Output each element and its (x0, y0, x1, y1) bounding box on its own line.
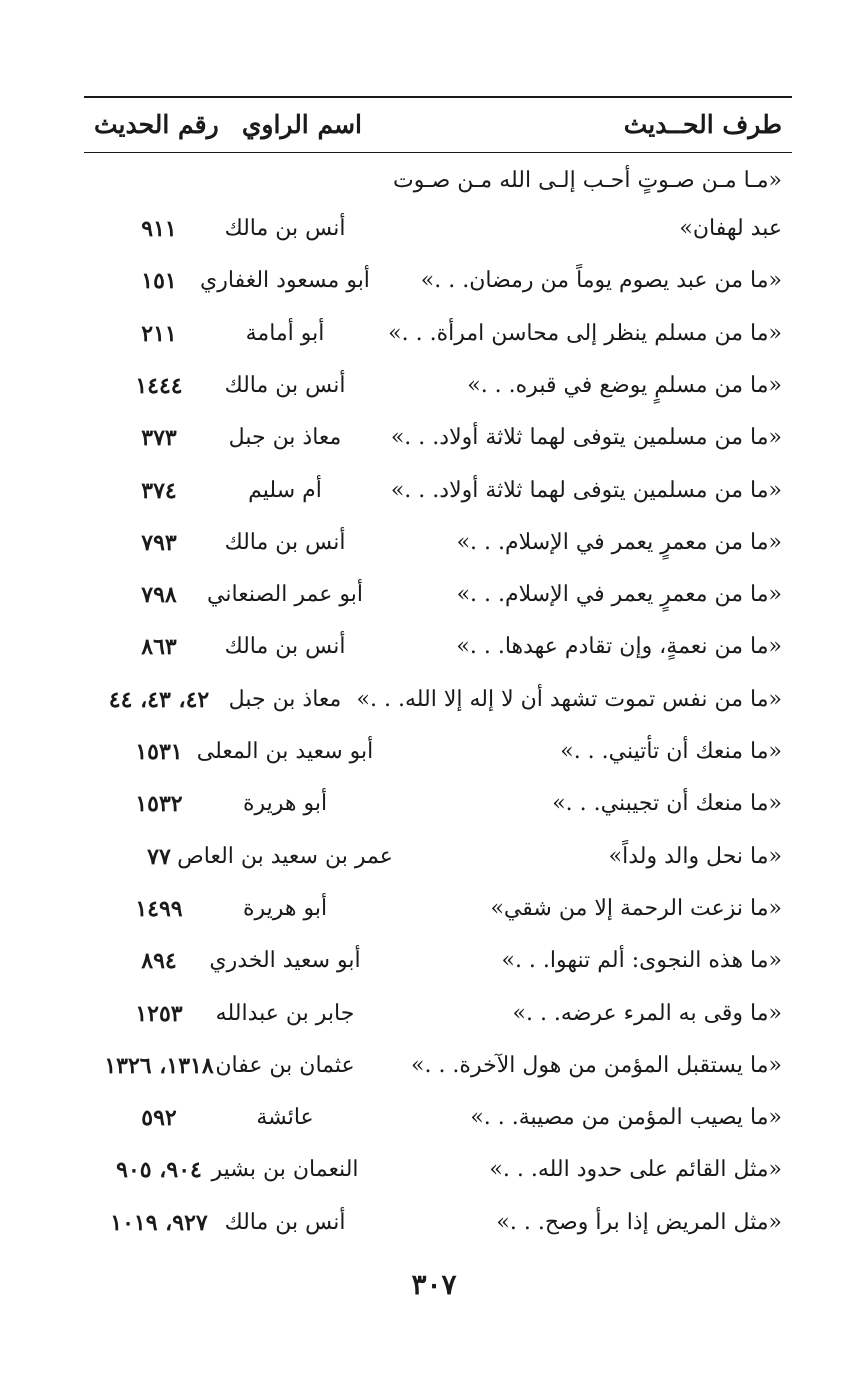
hadith-text: «ما يستقبل المؤمن من هول الآخرة. . .» (411, 1052, 782, 1078)
narrator-name: عائشة (256, 1105, 314, 1131)
hadith-number: ٣٧٤ (141, 477, 177, 504)
page-number: ٣٠٧ (411, 1268, 457, 1301)
hadith-text: «ما يصيب المؤمن من مصيبة. . .» (470, 1105, 782, 1131)
table-row (84, 892, 792, 932)
hadith-number: ٥٩٢ (141, 1105, 177, 1132)
table-row (84, 264, 792, 304)
hadith-number: ٢١١ (141, 320, 177, 347)
hadith-text: «ما نحل والد ولداً» (608, 843, 782, 869)
table-row (84, 526, 792, 566)
narrator-name: أبو سعيد الخدري (209, 948, 361, 974)
narrator-name: جابر بن عبدالله (215, 1000, 355, 1026)
narrator-name: أبو هريرة (242, 791, 328, 817)
table-row (84, 474, 792, 514)
hadith-number: ٧٧ (147, 843, 171, 870)
hadith-text: «ما منعك أن تأتيني. . .» (560, 739, 782, 764)
hadith-text: «ما من مسلمين يتوفى لهما ثلاثة أولاد. . .» (390, 477, 782, 503)
hadith-number: ٤٢، ٤٣، ٤٤ (108, 686, 210, 713)
narrator-name: أبو هريرة (242, 895, 328, 921)
table-row (84, 787, 792, 827)
column-header-number: رقم الحديث (94, 110, 219, 139)
hadith-text: «ما هذه النجوى: ألم تنهوا. . .» (501, 948, 782, 974)
column-header-narrator: اسم الراوي (241, 110, 362, 139)
table-header (84, 100, 792, 150)
hadith-text: عبد لهفان» (679, 216, 782, 241)
hadith-continuation-line (84, 164, 792, 204)
table-row (84, 1153, 792, 1193)
table-row (84, 1206, 792, 1246)
hadith-text: «ما من معمرٍ يعمر في الإسلام. . .» (456, 529, 782, 555)
narrator-name: معاذ بن جبل (228, 686, 342, 712)
hadith-number: ٧٩٣ (141, 529, 177, 556)
hadith-text: «ما من مسلمٍ يوضع في قبره. . .» (467, 372, 782, 398)
hadith-number: ١٥٣٢ (135, 791, 183, 818)
hadith-text: «ما من نعمةٍ، وإن تقادم عهدها. . .» (456, 634, 782, 660)
table-row (84, 1101, 792, 1141)
hadith-number: ٩٠٤، ٩٠٥ (116, 1157, 202, 1184)
hadith-text: «ما وقى به المرء عرضه. . .» (512, 1000, 782, 1026)
hadith-number: ٨٦٣ (141, 634, 177, 661)
hadith-text: «ما نزعت الرحمة إلا من شقي» (490, 895, 782, 921)
hadith-number: ٨٩٤ (141, 948, 177, 975)
table-row (84, 317, 792, 357)
table-row (84, 212, 792, 252)
hadith-number: ٣٧٣ (141, 425, 177, 452)
hadith-text: «مثل القائم على حدود الله. . .» (489, 1157, 782, 1183)
hadith-text: «مـا مـن صـوتٍ أحـب إلـى الله مـن صـوت (393, 168, 782, 193)
hadith-text: «ما من مسلم ينظر إلى محاسن امرأة. . .» (388, 320, 782, 346)
narrator-name: أنس بن مالك (224, 1209, 346, 1235)
narrator-name: النعمان بن بشير (211, 1157, 359, 1183)
hadith-number: ١٤٩٩ (135, 895, 183, 922)
hadith-number: ٧٩٨ (141, 582, 177, 609)
hadith-number: ٩١١ (141, 216, 177, 242)
table-row (84, 1049, 792, 1089)
table-row (84, 683, 792, 723)
narrator-name: عثمان بن عفان (215, 1052, 355, 1078)
narrator-name: أنس بن مالك (224, 529, 346, 555)
narrator-name: أبو مسعود الغفاري (200, 268, 370, 294)
hadith-number: ١٢٥٣ (135, 1000, 183, 1027)
table-row (84, 735, 792, 775)
table-row (84, 997, 792, 1037)
header-top-rule (84, 96, 792, 98)
table-row (84, 369, 792, 409)
narrator-name: معاذ بن جبل (228, 425, 342, 451)
narrator-name: أنس بن مالك (224, 634, 346, 660)
hadith-text: «ما من مسلمين يتوفى لهما ثلاثة أولاد. . .» (390, 425, 782, 451)
hadith-number: ١٥١ (141, 268, 177, 295)
hadith-text: «ما من نفس تموت تشهد أن لا إله إلا الله. . .» (356, 686, 782, 712)
hadith-number: ١٥٣١ (135, 739, 183, 765)
narrator-name: أبو سعيد بن المعلى (196, 739, 374, 764)
table-row (84, 421, 792, 461)
table-row (84, 840, 792, 880)
narrator-name: أبو أمامة (245, 320, 325, 346)
hadith-text: «ما منعك أن تجيبني. . .» (552, 791, 782, 817)
hadith-text: «مثل المريض إذا برأ وصح. . .» (496, 1209, 782, 1235)
hadith-number: ٩٢٧، ١٠١٩ (110, 1209, 208, 1236)
table-row (84, 630, 792, 670)
narrator-name: أنس بن مالك (224, 216, 346, 241)
hadith-number: ١٤٤٤ (135, 372, 183, 399)
narrator-name: أم سليم (248, 477, 322, 503)
narrator-name: عمر بن سعيد بن العاص (177, 843, 393, 869)
table-row (84, 578, 792, 618)
hadith-number: ١٣١٨، ١٣٢٦ (104, 1052, 214, 1079)
narrator-name: أنس بن مالك (224, 372, 346, 398)
narrator-name: أبو عمر الصنعاني (207, 582, 363, 608)
hadith-text: «ما من معمرٍ يعمر في الإسلام. . .» (456, 582, 782, 608)
hadith-text: «ما من عبد يصوم يوماً من رمضان. . .» (420, 268, 782, 294)
table-row (84, 944, 792, 984)
column-header-hadith: طرف الحــديث (623, 110, 782, 139)
header-bottom-rule (84, 152, 792, 153)
